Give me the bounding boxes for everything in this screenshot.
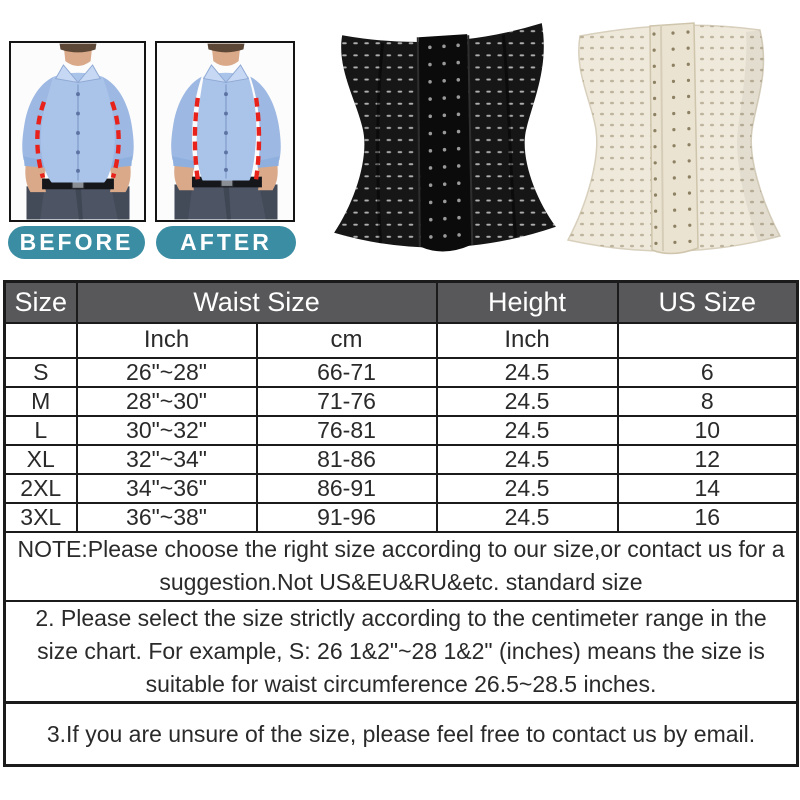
cell-height: 24.5	[437, 474, 618, 503]
cell-waist-cm: 81-86	[257, 445, 437, 474]
unit-blank	[5, 323, 77, 358]
beige-corset-image	[558, 10, 796, 260]
cell-height: 24.5	[437, 358, 618, 387]
cell-size: S	[5, 358, 77, 387]
cell-waist-inch: 26"~28"	[77, 358, 257, 387]
after-badge	[156, 226, 296, 259]
cell-waist-cm: 66-71	[257, 358, 437, 387]
cell-waist-inch: 32"~34"	[77, 445, 257, 474]
unit-row	[5, 323, 798, 358]
cell-size: 3XL	[5, 503, 77, 532]
after-photo	[155, 41, 295, 222]
before-photo	[9, 41, 146, 222]
cell-waist-inch: 34"~36"	[77, 474, 257, 503]
note-line: size chart. For example, S: 26 1&2"~28 1&2" (inches) means the size is	[37, 637, 765, 664]
table-row-xl	[5, 445, 798, 474]
before-badge-label: BEFORE	[19, 229, 134, 255]
table-row-3xl	[5, 503, 798, 532]
note-line: suggestion.Not US&EU&RU&etc. standard size	[159, 569, 643, 595]
unit-height-inch: Inch	[437, 323, 618, 358]
cell-size: 2XL	[5, 474, 77, 503]
note-row-centimeter	[5, 601, 798, 703]
cell-height: 24.5	[437, 445, 618, 474]
col-header-size: Size	[5, 282, 77, 323]
man-after-illustration	[157, 43, 293, 220]
note-line: 2. Please select the size strictly according to the centimeter range in the	[35, 604, 767, 631]
cell-size: XL	[5, 445, 77, 474]
cell-waist-cm: 91-96	[257, 503, 437, 532]
cell-size: L	[5, 416, 77, 445]
note-line: NOTE:Please choose the right size according to our size,or contact us for a	[17, 536, 785, 562]
note-row-contact	[5, 703, 798, 766]
table-row-m	[5, 387, 798, 416]
cell-waist-inch: 36"~38"	[77, 503, 257, 532]
note-line: suitable for waist circumference 26.5~28.5 inches.	[145, 670, 657, 697]
col-header-height: Height	[437, 282, 618, 323]
cell-us-size: 6	[618, 358, 798, 387]
size-chart-table	[3, 280, 799, 767]
cell-waist-cm: 86-91	[257, 474, 437, 503]
cell-waist-cm: 71-76	[257, 387, 437, 416]
after-badge-label: AFTER	[180, 229, 272, 255]
table-row-s	[5, 358, 798, 387]
col-header-waist: Waist Size	[77, 282, 437, 323]
cell-height: 24.5	[437, 416, 618, 445]
header-row	[5, 282, 798, 323]
cell-waist-cm: 76-81	[257, 416, 437, 445]
table-row-l	[5, 416, 798, 445]
col-header-us-size: US Size	[618, 282, 798, 323]
black-corset-image	[318, 13, 570, 261]
note-line: 3.If you are unsure of the size, please feel free to contact us by email.	[46, 720, 756, 747]
unit-waist-cm: cm	[257, 323, 437, 358]
cell-height: 24.5	[437, 387, 618, 416]
cell-size: M	[5, 387, 77, 416]
cell-us-size: 8	[618, 387, 798, 416]
cell-waist-inch: 30"~32"	[77, 416, 257, 445]
cell-us-size: 14	[618, 474, 798, 503]
table-row-2xl	[5, 474, 798, 503]
man-before-illustration	[11, 43, 144, 220]
before-badge	[8, 226, 145, 259]
note-row-sizing	[5, 532, 798, 601]
cell-us-size: 10	[618, 416, 798, 445]
unit-blank	[618, 323, 798, 358]
cell-us-size: 16	[618, 503, 798, 532]
beige-corset-closure-strip	[650, 23, 698, 254]
cell-us-size: 12	[618, 445, 798, 474]
unit-waist-inch: Inch	[77, 323, 257, 358]
cell-waist-inch: 28"~30"	[77, 387, 257, 416]
cell-height: 24.5	[437, 503, 618, 532]
